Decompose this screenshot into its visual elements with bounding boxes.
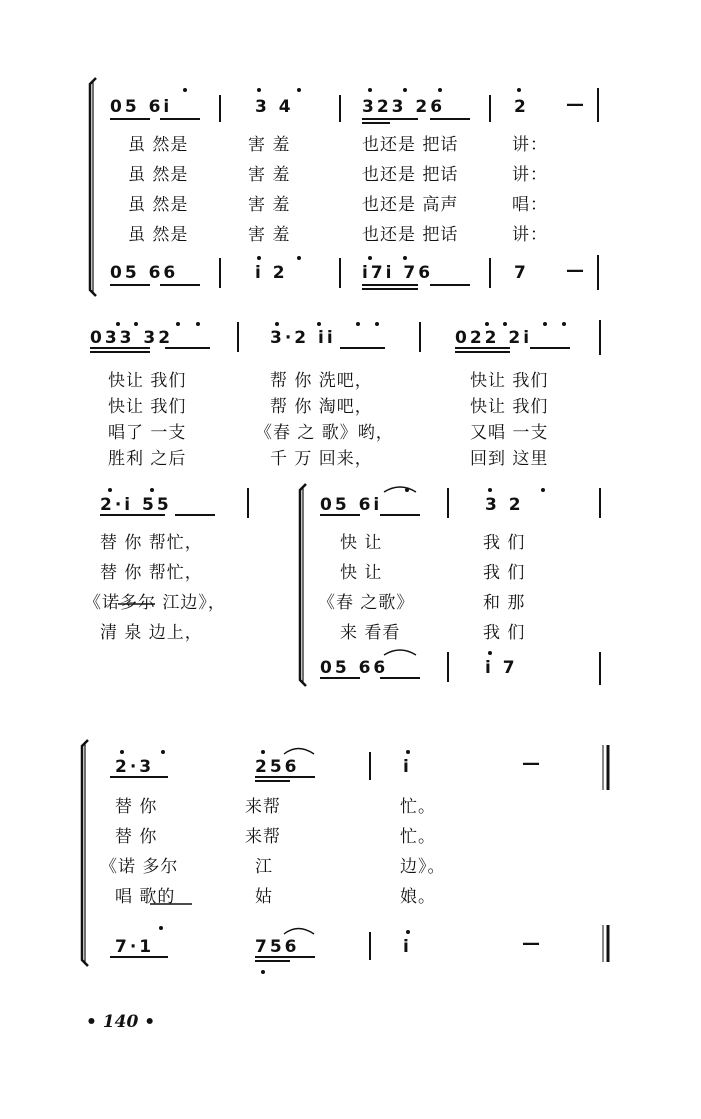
sustain-dash: —: [566, 94, 584, 115]
lyric: 我 们: [483, 563, 526, 583]
lower-measure-2: i 7: [485, 658, 518, 678]
lower-measure-3: i7i 76: [362, 263, 434, 283]
lyric: 唱了 一支: [108, 423, 187, 443]
lyric: 唱：: [512, 195, 548, 215]
lyric: 替 你: [115, 797, 158, 817]
lyric: 清 泉 边上，: [100, 623, 203, 643]
lyric: 虽 然是: [128, 195, 189, 215]
lyric: 边》。: [400, 857, 446, 877]
lyric: 娘。: [400, 887, 436, 907]
lyric: 也还是 把话: [362, 165, 459, 185]
lyric: 又唱 一支: [470, 423, 549, 443]
page-number: • 140 •: [86, 1012, 156, 1032]
upper-measure-4: 2: [514, 97, 529, 117]
lower-measure-4: 7: [514, 263, 529, 283]
upper-measure-3: 323 26: [362, 97, 446, 117]
upper-measure-1a: 2·3: [115, 757, 155, 777]
upper-measure-1b: 256: [255, 757, 300, 777]
lyric: 快让 我们: [108, 371, 187, 391]
lyric: 唱 歌的: [115, 887, 176, 907]
lyric: 虽 然是: [128, 135, 189, 155]
lyric: 害 羞: [248, 225, 291, 245]
lyric: 虽 然是: [128, 225, 189, 245]
lyric: 忙。: [400, 797, 436, 817]
lyric: 我 们: [483, 533, 526, 553]
lower-measure-1: 05 66: [320, 658, 389, 678]
lyric: 也还是 高声: [362, 195, 459, 215]
lower-measure-2: i 2: [255, 263, 288, 283]
lyric: 讲：: [512, 165, 548, 185]
upper-measure-1: 2·i 55: [100, 495, 172, 515]
lyric: 也还是 把话: [362, 225, 459, 245]
lyric: 来帮: [245, 827, 281, 847]
upper-measure-3: 022 2i: [455, 328, 533, 348]
lyric: 替 你 帮忙，: [100, 533, 203, 553]
lyric: 来帮: [245, 797, 281, 817]
sustain-dash: —: [566, 260, 584, 281]
lyric: 快让 我们: [108, 397, 187, 417]
lower-measure-2: i: [403, 937, 412, 957]
lyric: 替 你: [115, 827, 158, 847]
upper-measure-2: 3 4: [255, 97, 294, 117]
lyric: 讲：: [512, 225, 548, 245]
lyric: 讲：: [512, 135, 548, 155]
lyric: 和 那: [483, 593, 526, 613]
lyric: 胜利 之后: [108, 449, 187, 469]
upper-measure-1: 05 6i: [110, 97, 173, 117]
lyric: 虽 然是: [128, 165, 189, 185]
lyric: 帮 你 洗吧，: [270, 371, 373, 391]
lyric: 快让 我们: [470, 397, 549, 417]
lyric: 快让 我们: [470, 371, 549, 391]
lyric: 我 们: [483, 623, 526, 643]
lyric: 帮 你 淘吧，: [270, 397, 373, 417]
lyric: 快 让: [340, 563, 383, 583]
lyric: 回到 这里: [470, 449, 549, 469]
lyric: 害 羞: [248, 165, 291, 185]
lyric: 快 让: [340, 533, 383, 553]
lower-measure-1b: 756: [255, 937, 300, 957]
lyric: 害 羞: [248, 195, 291, 215]
lyric: 《春 之歌》: [318, 593, 415, 613]
lyric: 害 羞: [248, 135, 291, 155]
lyric: 《诺 多尔: [100, 857, 179, 877]
upper-measure-2: 05 6i: [320, 495, 383, 515]
sustain-dash: —: [522, 753, 540, 774]
lyric: 千 万 回来，: [270, 449, 373, 469]
lyric: 江: [255, 857, 273, 877]
lower-measure-1: 05 66: [110, 263, 179, 283]
lyric: 《春 之 歌》哟，: [255, 423, 394, 443]
lyric: 来 看看: [340, 623, 401, 643]
lyric: 《诺多尔 江边》，: [84, 593, 226, 613]
upper-measure-3: 3 2: [485, 495, 524, 515]
sustain-dash: —: [522, 933, 540, 954]
upper-measure-2: i: [403, 757, 412, 777]
lyric: 姑: [255, 887, 273, 907]
lyric: 替 你 帮忙，: [100, 563, 203, 583]
lyric: 也还是 把话: [362, 135, 459, 155]
upper-measure-2: 3·2 ii: [270, 328, 336, 348]
upper-measure-1: 033 32: [90, 328, 174, 348]
lower-measure-1a: 7·1: [115, 937, 155, 957]
lyric: 忙。: [400, 827, 436, 847]
